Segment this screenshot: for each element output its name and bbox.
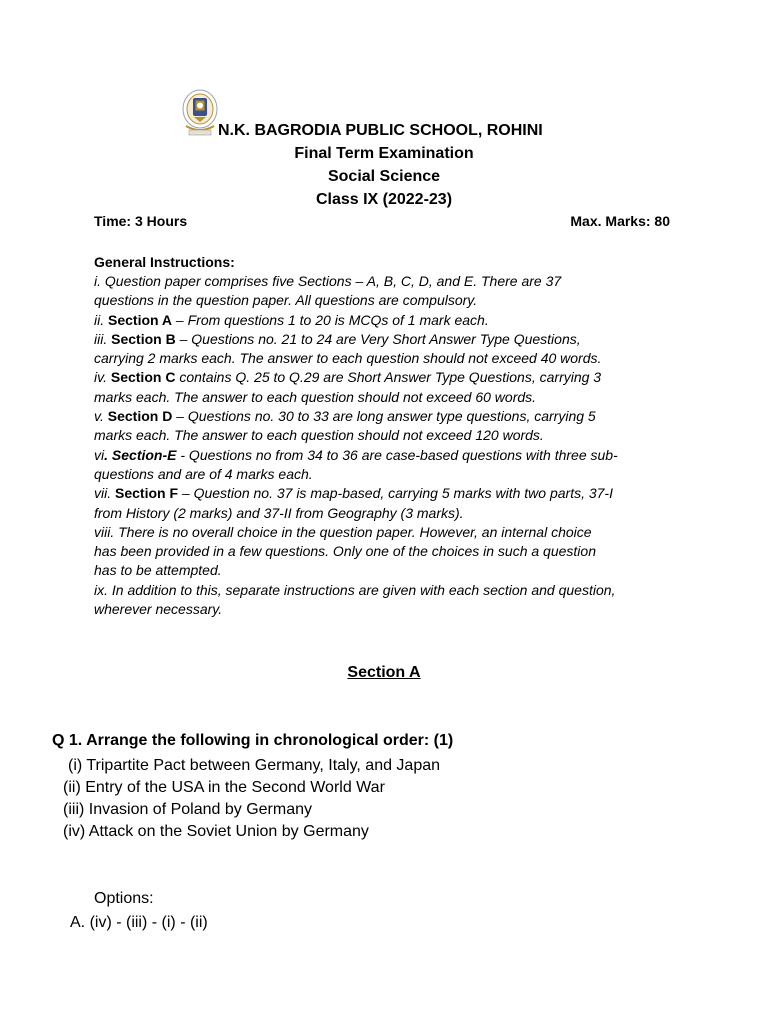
instructions-heading: General Instructions: xyxy=(94,254,235,270)
instruction-text: carrying 2 marks each. The answer to each question should not exceed 40 words. xyxy=(94,350,602,367)
instruction-text: has been provided in a few questions. Only one of the choices in such a question xyxy=(94,543,596,560)
instruction-line xyxy=(94,581,679,600)
school-emblem-icon xyxy=(181,86,219,140)
instruction-section-label: Section F xyxy=(115,485,179,502)
instruction-text: – Questions no. 30 to 33 are long answer type questions, carrying 5 xyxy=(172,408,596,425)
instruction-line xyxy=(94,311,679,330)
section-a-title: Section A xyxy=(347,664,421,681)
instruction-text: contains Q. 25 to Q.29 are Short Answer Type Questions, carrying 3 xyxy=(175,369,602,386)
question-1-item-iii: (iii) Invasion of Poland by Germany xyxy=(63,801,312,818)
instruction-text: viii. There is no overall choice in the question paper. However, an internal choice xyxy=(94,523,592,540)
instruction-text: has to be attempted. xyxy=(94,562,222,579)
class-title: Class IX (2022-23) xyxy=(315,191,453,208)
question-1-item-iv: (iv) Attack on the Soviet Union by Germany xyxy=(63,823,369,840)
option-a: A. (iv) - (iii) - (i) - (ii) xyxy=(70,914,208,931)
instruction-text: from History (2 marks) and 37-II from Geography (3 marks). xyxy=(94,504,464,521)
instruction-section-label: Section D xyxy=(107,408,173,425)
exam-title: Final Term Examination xyxy=(294,145,474,162)
instruction-section-label: . Section-E xyxy=(104,446,177,463)
instruction-line xyxy=(94,600,679,619)
instructions-list xyxy=(94,272,679,619)
instruction-line xyxy=(94,426,679,445)
instruction-line xyxy=(94,446,679,465)
max-marks: Max. Marks: 80 xyxy=(570,213,670,229)
instruction-text: – Questions no. 21 to 24 are Very Short Answer Type Questions, xyxy=(175,330,581,347)
options-label: Options: xyxy=(94,890,154,907)
instruction-text: - Questions no from 34 to 36 are case-based questions with three sub- xyxy=(176,446,618,463)
instruction-section-label: Section A xyxy=(108,311,173,328)
instruction-text: v. xyxy=(94,408,108,425)
time-duration: Time: 3 Hours xyxy=(94,213,188,229)
instruction-section-label: Section C xyxy=(110,369,176,386)
instruction-text: questions and are of 4 marks each. xyxy=(94,465,313,482)
instruction-text: vii. xyxy=(94,485,115,502)
instruction-line xyxy=(94,291,679,310)
question-1: Q 1. Arrange the following in chronological order: (1) xyxy=(52,732,454,749)
question-1-item-i: (i) Tripartite Pact between Germany, Italy, and Japan xyxy=(68,757,441,774)
instruction-line xyxy=(94,272,679,291)
subject-title: Social Science xyxy=(327,168,441,185)
instruction-text: iv. xyxy=(94,369,111,386)
question-1-item-ii: (ii) Entry of the USA in the Second World War xyxy=(63,779,385,796)
instruction-text: i. Question paper comprises five Sections – A, B, C, D, and E. There are 37 xyxy=(94,273,562,289)
instruction-text: iii. xyxy=(94,330,112,347)
instruction-line xyxy=(94,388,679,407)
instruction-text: – From questions 1 to 20 is MCQs of 1 mark each. xyxy=(172,311,489,328)
instruction-text: marks each. The answer to each question should not exceed 60 words. xyxy=(94,388,537,405)
instruction-line xyxy=(94,407,679,426)
instruction-line xyxy=(94,484,679,503)
instruction-line xyxy=(94,561,679,580)
instruction-line xyxy=(94,330,679,349)
instruction-text: questions in the question paper. All questions are compulsory. xyxy=(94,292,478,309)
general-instructions xyxy=(94,253,679,619)
instruction-text: – Question no. 37 is map-based, carrying 5 marks with two parts, 37-I xyxy=(178,485,613,502)
instruction-line xyxy=(94,368,679,387)
instruction-text: wherever necessary. xyxy=(94,601,223,618)
instruction-line xyxy=(94,523,679,542)
instruction-line xyxy=(94,465,679,484)
instruction-text: marks each. The answer to each question should not exceed 120 words. xyxy=(94,427,544,444)
instruction-text: ii. xyxy=(94,311,108,328)
school-name: N.K. BAGRODIA PUBLIC SCHOOL, ROHINI xyxy=(218,122,543,139)
instruction-line xyxy=(94,504,679,523)
instruction-line xyxy=(94,349,679,368)
instruction-section-label: Section B xyxy=(111,330,176,347)
instruction-text: ix. In addition to this, separate instructions are given with each section and question, xyxy=(94,581,616,598)
instruction-text: vi xyxy=(94,446,105,463)
instruction-line xyxy=(94,542,679,561)
